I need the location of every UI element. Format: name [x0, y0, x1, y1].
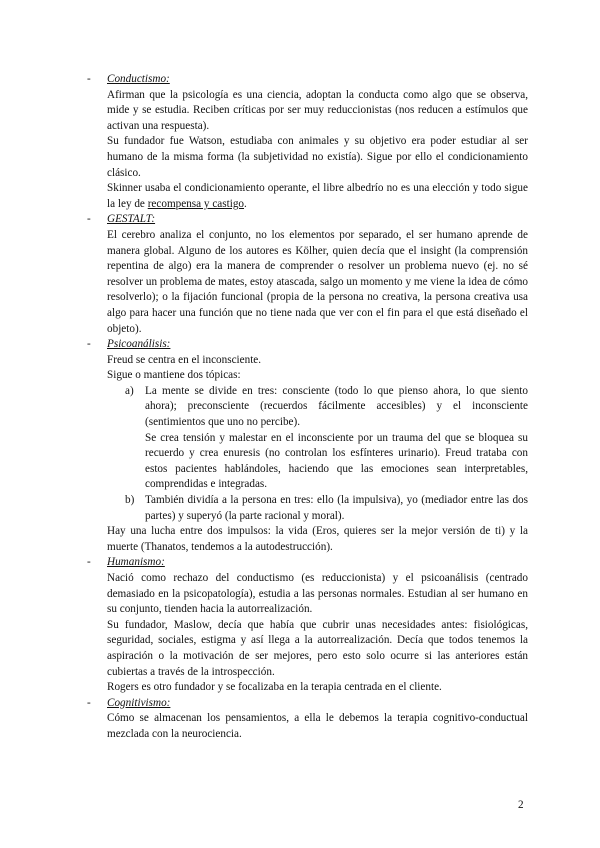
- paragraph: Hay una lucha entre dos impulsos: la vida (Eros, quieres ser la mejor versión de ti) y la muerte (Thanatos, tendemos a la autodestrucción).: [107, 525, 528, 553]
- paragraph: Su fundador, Maslow, decía que había que cubrir unas necesidades antes: fisiológicas, seguridad, sociales, estigma y así llega a la autorrealización. Decía que todos tenemos la aspiración o la motivación de ser mejores, pero esto solo ocurre si las anteriores están cubiertas a través de la introspección.: [107, 618, 528, 678]
- bullet-marker: -: [87, 696, 91, 709]
- page-number: 2: [518, 799, 524, 811]
- bullet-marker: -: [87, 213, 91, 226]
- list-marker: a): [125, 384, 134, 397]
- section-heading: Psicoanálisis:: [107, 338, 171, 351]
- section-heading: Humanismo:: [107, 556, 165, 569]
- paragraph: Nació como rechazo del conductismo (es reduccionista) y el psicoanálisis (centrado demasiado en la psicopatología), estudia a las personas normales. Estudian al ser humano en su conjunto, tienden hacia la autorrealización.: [107, 572, 528, 616]
- paragraph: El cerebro analiza el conjunto, no los elementos por separado, el ser humano aprende de manera global. Alguno de los autores es Kölher, quien decía que el insight (la comprensión repentina de algo) era la manera de comprender o resolver un problema nuevo (ej. no sé resolver un problema de mates, estoy atascada, salgo un momento y me viene la idea de cómo resolverlo); o la fijación funcional (propia de la persona no creativa, la persona creativa usa algo para hacer una función que no tiene nada que ver con el fin para el que está diseñado el objeto).: [107, 228, 528, 335]
- list-marker: b): [125, 494, 135, 507]
- bullet-marker: -: [87, 338, 91, 351]
- section-cognitivismo: [88, 696, 528, 743]
- section-heading: Cognitivismo:: [107, 696, 171, 709]
- paragraph: Sigue o mantiene dos tópicas:: [107, 369, 241, 382]
- list-paragraph: También dividía a la persona en tres: ello (la impulsiva), yo (mediador entre las dos partes) y superyó (la parte racional y moral).: [145, 494, 528, 522]
- section-psicoanalisis: [88, 337, 528, 555]
- list-paragraph: La mente se divide en tres: consciente (todo lo que pienso ahora, lo que siento ahora); preconsciente (recuerdos fácilmente accesibles) y el inconsciente (sentimientos que uno no percibe).: [145, 384, 528, 429]
- underlined-term: recompensa y castigo: [147, 197, 245, 210]
- paragraph: Cómo se almacenan los pensamientos, a ella le debemos la terapia cognitivo-conductual mezclada con la neurociencia.: [107, 712, 528, 740]
- paragraph: Rogers es otro fundador y se focalizaba en la terapia centrada en el cliente.: [107, 681, 442, 694]
- section-humanismo: [88, 555, 528, 695]
- list-paragraph: Se crea tensión y malestar en el inconsciente por un trauma del que se bloquea su recuerdo y crea enuresis (no controlan los esfínteres urinario). Freud trataba con estos pacientes hablándoles, haciendo que las emociones sean interpretables, comprendidas e integradas.: [145, 431, 528, 491]
- paragraph-skinner: [107, 181, 528, 212]
- paragraph: Afirman que la psicología es una ciencia, adoptan la conducta como algo que se observa, mide y se estudia. Reciben críticas por ser muy reduccionistas (nos reducen a estímulos que activan una respuesta).: [107, 88, 528, 132]
- text-run: Skinner usaba el condicionamiento operante, el libre albedrío no es una elección y todo sigue la ley de: [107, 182, 528, 210]
- bullet-marker: -: [87, 556, 91, 569]
- section-conductismo: [88, 72, 528, 212]
- paragraph: Su fundador fue Watson, estudiaba con animales y su objetivo era poder estudiar al ser humano de la misma forma (la subjetividad no existía). Sigue por ello el condicionamiento clásico.: [107, 135, 528, 179]
- section-heading: GESTALT:: [107, 213, 156, 226]
- list-item-b: [125, 493, 528, 524]
- bullet-marker: -: [87, 73, 91, 85]
- page-content: [88, 72, 528, 743]
- list-item-a: [125, 384, 528, 493]
- section-heading: Conductismo:: [107, 73, 170, 85]
- section-gestalt: [88, 212, 528, 337]
- text-run: .: [244, 197, 247, 210]
- paragraph: Freud se centra en el inconsciente.: [107, 353, 262, 366]
